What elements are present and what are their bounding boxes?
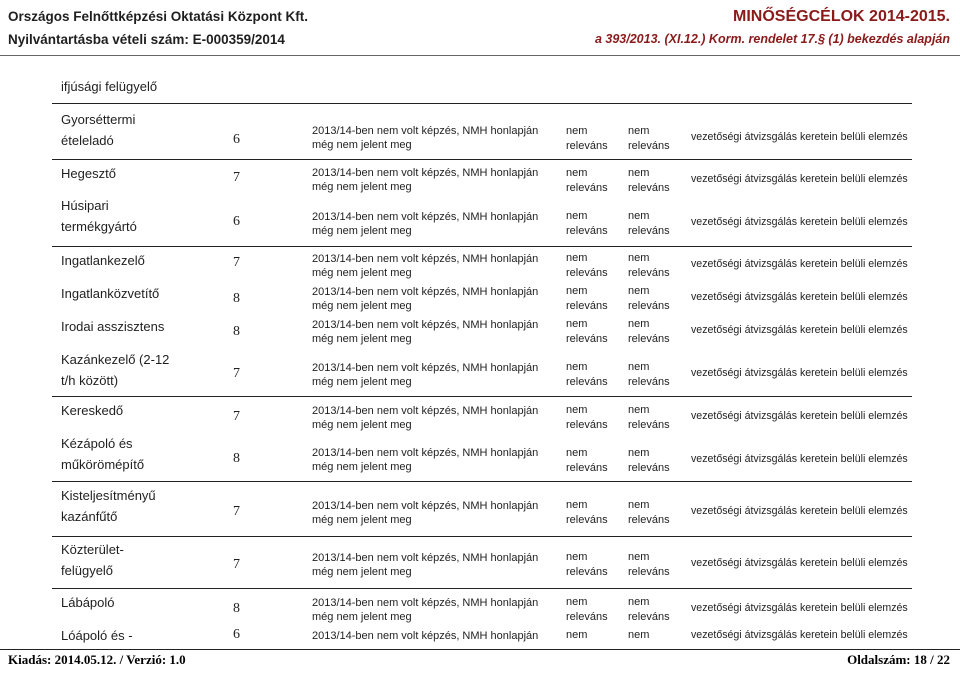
header-left [8, 5, 308, 51]
analysis-note: vezetőségi átvizsgálás keretein belüli elemzés [691, 367, 908, 379]
regulation-reference: a 393/2013. (XI.12.) Korm. rendelet 17.§ (1) bekezdés alapján [594, 32, 950, 46]
level-number: 7 [233, 557, 240, 572]
level-number: 6 [233, 214, 240, 229]
analysis-note: vezetőségi átvizsgálás keretein belüli elemzés [691, 602, 908, 614]
page-header [0, 0, 960, 55]
status-text: 2013/14-ben nem volt képzés, NMH honlapján még nem jelent meg [312, 362, 539, 388]
issue-version: Kiadás: 2014.05.12. / Verzió: 1.0 [8, 652, 186, 667]
row-separator [52, 103, 912, 104]
status-text: 2013/14-ben nem volt képzés, NMH honlapján még nem jelent meg [312, 447, 539, 473]
analysis-note: vezetőségi átvizsgálás keretein belüli elemzés [691, 131, 908, 143]
col5-value: nem releváns [628, 551, 670, 578]
analysis-note: vezetőségi átvizsgálás keretein belüli elemzés [691, 258, 908, 270]
col4-value: nem releváns [566, 167, 608, 194]
col4-value: nem releváns [566, 551, 608, 578]
row-separator [52, 481, 912, 482]
row-separator [52, 159, 912, 160]
occupation-name: Közterület-felügyelő [61, 542, 124, 578]
occupation-name: Húsipari termékgyártó [61, 198, 137, 234]
col5-value: nem releváns [628, 252, 670, 279]
analysis-note: vezetőségi átvizsgálás keretein belüli elemzés [691, 453, 908, 465]
col5-value: nem releváns [628, 125, 670, 152]
col5-value: nem releváns [628, 167, 670, 194]
registration-number: Nyilvántartásba vételi szám: E-000359/2014 [8, 32, 285, 47]
level-number: 7 [233, 366, 240, 381]
level-number: 7 [233, 170, 240, 185]
analysis-note: vezetőségi átvizsgálás keretein belüli elemzés [691, 173, 908, 185]
occupation-name: Kereskedő [61, 403, 124, 418]
row-separator [52, 396, 912, 397]
analysis-note: vezetőségi átvizsgálás keretein belüli elemzés [691, 557, 908, 569]
occupation-name: Kazánkezelő (2-12 t/h között) [61, 352, 170, 388]
level-number: 7 [233, 504, 240, 519]
level-number: 7 [233, 409, 240, 424]
analysis-note: vezetőségi átvizsgálás keretein belüli elemzés [691, 324, 908, 336]
occupation-name: Hegesztő [61, 166, 116, 181]
footer-divider [0, 649, 960, 650]
level-number: 6 [233, 132, 240, 147]
col4-value: nem releváns [566, 447, 608, 474]
occupation-name: Irodai asszisztens [61, 319, 165, 334]
analysis-note: vezetőségi átvizsgálás keretein belüli elemzés [691, 505, 908, 517]
status-text: 2013/14-ben nem volt képzés, NMH honlapján [312, 630, 539, 642]
level-number: 8 [233, 291, 240, 306]
col5-value: nem releváns [628, 404, 670, 431]
status-text: 2013/14-ben nem volt képzés, NMH honlapján még nem jelent meg [312, 125, 539, 151]
status-text: 2013/14-ben nem volt képzés, NMH honlapján még nem jelent meg [312, 286, 539, 312]
col5-value: nem releváns [628, 361, 670, 388]
page-number: Oldalszám: 18 / 22 [847, 652, 950, 667]
level-number: 8 [233, 451, 240, 466]
col4-value: nem [566, 629, 588, 641]
col5-value: nem releváns [628, 318, 670, 345]
level-number: 6 [233, 627, 240, 642]
level-number: 7 [233, 255, 240, 270]
col4-value: nem releváns [566, 499, 608, 526]
status-text: 2013/14-ben nem volt képzés, NMH honlapján még nem jelent meg [312, 167, 539, 193]
col4-value: nem releváns [566, 361, 608, 388]
col4-value: nem releváns [566, 318, 608, 345]
header-right [595, 5, 950, 51]
col5-value: nem releváns [628, 285, 670, 312]
col4-value: nem releváns [566, 252, 608, 279]
page-footer [0, 649, 960, 683]
col4-value: nem releváns [566, 596, 608, 623]
status-text: 2013/14-ben nem volt képzés, NMH honlapján még nem jelent meg [312, 500, 539, 526]
status-text: 2013/14-ben nem volt képzés, NMH honlapján még nem jelent meg [312, 319, 539, 345]
col5-value: nem releváns [628, 499, 670, 526]
analysis-note: vezetőségi átvizsgálás keretein belüli elemzés [691, 216, 908, 228]
occupation-name: Kézápoló és műkörömépítő [61, 436, 145, 472]
occupation-name: Ingatlanközvetítő [61, 286, 160, 301]
col4-value: nem releváns [566, 125, 608, 152]
col5-value: nem releváns [628, 447, 670, 474]
status-text: 2013/14-ben nem volt képzés, NMH honlapján még nem jelent meg [312, 552, 539, 578]
analysis-note: vezetőségi átvizsgálás keretein belüli elemzés [691, 291, 908, 303]
occupation-name: Gyorséttermi ételeladó [61, 112, 136, 148]
header-divider [0, 55, 960, 56]
status-text: 2013/14-ben nem volt képzés, NMH honlapján még nem jelent meg [312, 597, 539, 623]
occupation-name: Kisteljesítményű kazánfűtő [61, 488, 156, 524]
row-separator [52, 588, 912, 589]
col4-value: nem releváns [566, 285, 608, 312]
status-text: 2013/14-ben nem volt képzés, NMH honlapján még nem jelent meg [312, 253, 539, 279]
occupation-name: Lábápoló [61, 595, 115, 610]
col5-value: nem releváns [628, 596, 670, 623]
level-number: 8 [233, 601, 240, 616]
level-number: 8 [233, 324, 240, 339]
analysis-note: vezetőségi átvizsgálás keretein belüli elemzés [691, 629, 908, 641]
occupation-name: Ingatlankezelő [61, 253, 145, 268]
col5-value: nem releváns [628, 210, 670, 237]
row-separator [52, 246, 912, 247]
document-title: MINŐSÉGCÉLOK 2014-2015. [733, 8, 950, 25]
status-text: 2013/14-ben nem volt képzés, NMH honlapján még nem jelent meg [312, 211, 539, 237]
occupation-name: ifjúsági felügyelő [61, 79, 158, 94]
col4-value: nem releváns [566, 210, 608, 237]
row-separator [52, 536, 912, 537]
analysis-note: vezetőségi átvizsgálás keretein belüli elemzés [691, 410, 908, 422]
col4-value: nem releváns [566, 404, 608, 431]
occupation-name: Lóápoló és - [61, 628, 133, 643]
status-text: 2013/14-ben nem volt képzés, NMH honlapján még nem jelent meg [312, 405, 539, 431]
org-name: Országos Felnőttképzési Oktatási Központ Kft. [8, 9, 309, 24]
col5-value: nem [628, 629, 650, 641]
